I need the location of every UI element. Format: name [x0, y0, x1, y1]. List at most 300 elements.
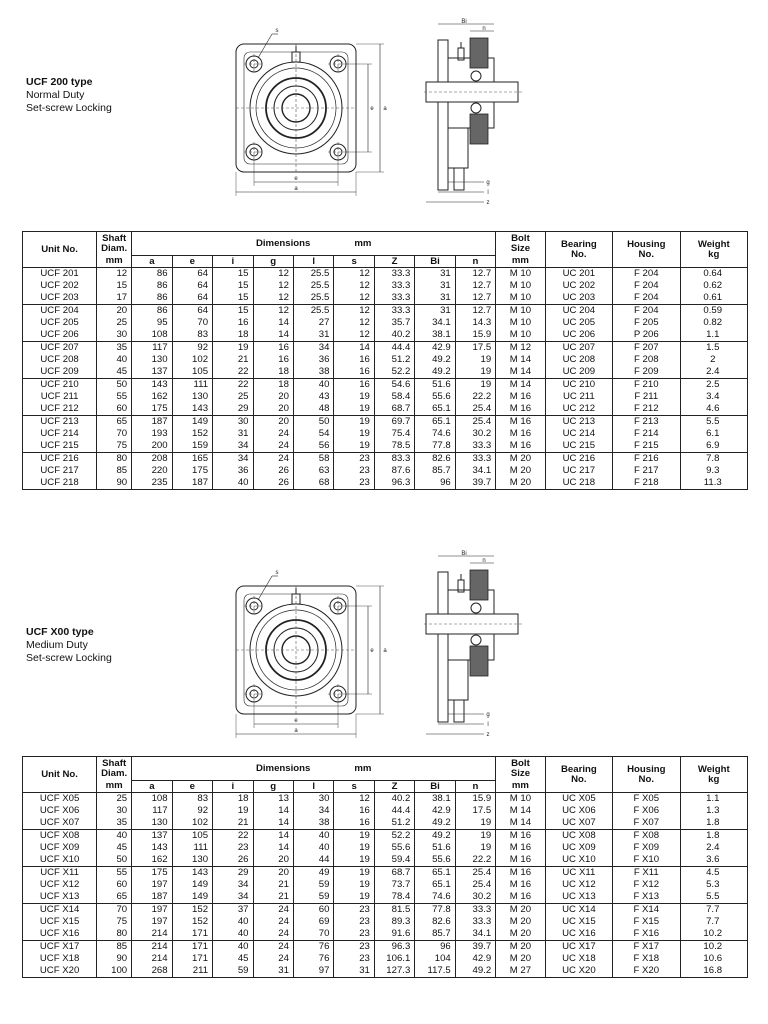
s-label: s [275, 28, 279, 34]
housing-section-top [470, 570, 488, 600]
dim-col-header: Z [374, 781, 414, 793]
table-cell: 14 [253, 329, 293, 342]
table-cell: 19 [334, 830, 374, 843]
table-cell: 1.5 [680, 342, 748, 355]
type-title: UCF 200 type [26, 76, 93, 88]
table-cell: 19 [334, 428, 374, 440]
table-cell: M 27 [496, 965, 545, 978]
table-cell: 42.9 [415, 805, 455, 817]
table-cell: M 14 [496, 379, 545, 392]
table-row [23, 342, 748, 355]
table-cell: 12 [253, 280, 293, 292]
table-cell: 2.4 [680, 366, 748, 379]
table-cell: 34.1 [415, 317, 455, 329]
table-cell: 214 [132, 953, 172, 965]
table-cell: 13 [253, 793, 293, 806]
table-cell: UCF 202 [23, 280, 97, 292]
table-cell: UCF 210 [23, 379, 97, 392]
table-cell: 63 [293, 465, 333, 477]
table-cell: 54 [293, 428, 333, 440]
table-cell: UCF 204 [23, 305, 97, 318]
table-cell: 51.6 [415, 842, 455, 854]
table-cell: 1.1 [680, 793, 748, 806]
table-cell: 49 [293, 867, 333, 880]
table-cell: 152 [172, 428, 212, 440]
table-cell: 33.3 [455, 916, 495, 928]
table-cell: 21 [253, 891, 293, 904]
table-row [23, 391, 748, 403]
table-row [23, 366, 748, 379]
dim-n-label: n [482, 26, 486, 32]
table-cell: M 10 [496, 280, 545, 292]
table-cell: 40 [97, 354, 132, 366]
table-cell: 31 [415, 268, 455, 281]
table-cell: 24 [253, 916, 293, 928]
table-cell: 0.82 [680, 317, 748, 329]
table-cell: 10.6 [680, 953, 748, 965]
table-cell: 208 [132, 453, 172, 466]
table-cell: 65.1 [415, 867, 455, 880]
table-cell: 70 [172, 317, 212, 329]
table-cell: 105 [172, 830, 212, 843]
table-cell: 6.1 [680, 428, 748, 440]
table-cell: 19 [213, 805, 253, 817]
table-cell: 59 [213, 965, 253, 978]
table-cell: 34 [213, 879, 253, 891]
table-cell: 95 [132, 317, 172, 329]
table-cell: 25 [213, 391, 253, 403]
table-cell: UC 203 [545, 292, 612, 305]
table-cell: 16.8 [680, 965, 748, 978]
table-cell: M 10 [496, 305, 545, 318]
table-cell: 12 [97, 268, 132, 281]
table-cell: 100 [97, 965, 132, 978]
table-cell: F X18 [613, 953, 680, 965]
col-bolt-size: Bolt Size [496, 232, 545, 256]
table-cell: F 209 [613, 366, 680, 379]
table-row [23, 465, 748, 477]
table-cell: 137 [132, 830, 172, 843]
table-cell: 211 [172, 965, 212, 978]
table-cell: 23 [334, 953, 374, 965]
table-cell: UC X18 [545, 953, 612, 965]
table-cell: 19 [455, 817, 495, 830]
table-cell: M 20 [496, 465, 545, 477]
dim-e-label: e [370, 106, 374, 112]
table-cell: 200 [132, 440, 172, 453]
table-cell: M 14 [496, 366, 545, 379]
table-cell: 214 [132, 941, 172, 954]
table-cell: 137 [132, 366, 172, 379]
table-cell: M 16 [496, 867, 545, 880]
bearing-ball [471, 71, 481, 81]
table-cell: 40.2 [374, 329, 414, 342]
table-cell: 40 [213, 477, 253, 490]
table-cell: 30.2 [455, 891, 495, 904]
table-cell: M 16 [496, 416, 545, 429]
table-cell: 25.4 [455, 416, 495, 429]
table-cell: UC X12 [545, 879, 612, 891]
table-cell: 25.4 [455, 879, 495, 891]
col-unit-no: Unit No. [23, 757, 97, 793]
table-cell: UCF 207 [23, 342, 97, 355]
table-cell: 1.8 [680, 830, 748, 843]
table-cell: UCF X09 [23, 842, 97, 854]
table-cell: M 10 [496, 329, 545, 342]
table-cell: F X08 [613, 830, 680, 843]
table-cell: 12 [334, 292, 374, 305]
table-cell: F X20 [613, 965, 680, 978]
table-cell: 30 [97, 805, 132, 817]
table-cell: UC X08 [545, 830, 612, 843]
table-cell: 65.1 [415, 416, 455, 429]
table-cell: 4.6 [680, 403, 748, 416]
table-cell: UC X10 [545, 854, 612, 867]
table-cell: UCF 211 [23, 391, 97, 403]
table-cell: 16 [334, 354, 374, 366]
table-cell: F 204 [613, 280, 680, 292]
table-cell: UC X16 [545, 928, 612, 941]
dim-col-header: g [253, 781, 293, 793]
table-cell: UCF 213 [23, 416, 97, 429]
front-view-drawing [228, 22, 398, 200]
dim-l-label: l [487, 722, 489, 728]
table-cell: 30.2 [455, 428, 495, 440]
table-row [23, 941, 748, 954]
s-label: s [275, 570, 279, 576]
table-cell: 1.1 [680, 329, 748, 342]
table-cell: UC 213 [545, 416, 612, 429]
table-cell: 34 [213, 453, 253, 466]
table-cell: 33.3 [455, 904, 495, 917]
table-cell: UCF 216 [23, 453, 97, 466]
table-cell: 12.7 [455, 280, 495, 292]
table-cell: 23 [334, 928, 374, 941]
table-cell: 14 [253, 817, 293, 830]
table-cell: 40 [213, 916, 253, 928]
table-cell: UCF 208 [23, 354, 97, 366]
table-cell: 48 [293, 403, 333, 416]
table-cell: UC X17 [545, 941, 612, 954]
table-row [23, 354, 748, 366]
table-cell: 59.4 [374, 854, 414, 867]
side-view-drawing [424, 18, 524, 208]
locking-label: Set-screw Locking [26, 652, 112, 664]
table-cell: 40 [213, 928, 253, 941]
table-cell: 117 [132, 342, 172, 355]
table-cell: M 16 [496, 891, 545, 904]
table-cell: UC 202 [545, 280, 612, 292]
table-cell: UC 215 [545, 440, 612, 453]
col-shaft-diam: Shaft Diam. [97, 232, 132, 256]
table-row [23, 379, 748, 392]
table-cell: 21 [253, 879, 293, 891]
table-cell: 91.6 [374, 928, 414, 941]
table-cell: 25.5 [293, 292, 333, 305]
table-cell: M 16 [496, 391, 545, 403]
table-cell: M 10 [496, 292, 545, 305]
table-cell: 43 [293, 391, 333, 403]
table-cell: 30 [97, 329, 132, 342]
table-cell: 78.4 [374, 891, 414, 904]
table-cell: 171 [172, 953, 212, 965]
table-cell: 85.7 [415, 928, 455, 941]
table-cell: 1.8 [680, 817, 748, 830]
table-cell: 23 [334, 477, 374, 490]
table-cell: 108 [132, 329, 172, 342]
dim-e-label: e [294, 718, 298, 724]
dim-col-header: i [213, 256, 253, 268]
table-row [23, 805, 748, 817]
col-housing-no: Housing No. [613, 757, 680, 793]
dim-col-header: g [253, 256, 293, 268]
table-cell: 7.7 [680, 904, 748, 917]
table-cell: UCF 209 [23, 366, 97, 379]
table-cell: UC 211 [545, 391, 612, 403]
dim-a-label: a [383, 648, 387, 654]
table-cell: UC X07 [545, 817, 612, 830]
table-cell: 171 [172, 928, 212, 941]
table-cell: 40 [293, 379, 333, 392]
table-cell: 25.5 [293, 305, 333, 318]
table-cell: 12 [334, 280, 374, 292]
table-cell: 143 [132, 842, 172, 854]
table-cell: UCF X06 [23, 805, 97, 817]
table-cell: UC 206 [545, 329, 612, 342]
table-cell: 49.2 [415, 830, 455, 843]
table-cell: F 213 [613, 416, 680, 429]
table-cell: 17.5 [455, 805, 495, 817]
table-cell: 75.4 [374, 428, 414, 440]
table-row [23, 965, 748, 978]
table-cell: 33.3 [374, 305, 414, 318]
dim-g-label: g [486, 712, 490, 718]
table-cell: 127.3 [374, 965, 414, 978]
table-cell: F 204 [613, 292, 680, 305]
ucf-200-dimension-table [22, 231, 748, 490]
housing-lower [448, 660, 468, 700]
duty-label: Normal Duty [26, 89, 85, 101]
table-cell: 86 [132, 292, 172, 305]
table-cell: 35.7 [374, 317, 414, 329]
table-cell: 12 [334, 793, 374, 806]
table-cell: F X06 [613, 805, 680, 817]
table-cell: 106.1 [374, 953, 414, 965]
table-cell: M 10 [496, 317, 545, 329]
table-cell: 36 [213, 465, 253, 477]
table-cell: 220 [132, 465, 172, 477]
table-cell: 69.7 [374, 416, 414, 429]
table-cell: UC X13 [545, 891, 612, 904]
dim-col-header: s [334, 781, 374, 793]
table-cell: 3.4 [680, 391, 748, 403]
table-cell: 70 [293, 928, 333, 941]
table-cell: F X05 [613, 793, 680, 806]
table-cell: 152 [172, 916, 212, 928]
table-cell: 15 [97, 280, 132, 292]
table-cell: UCF X05 [23, 793, 97, 806]
table-cell: UC 218 [545, 477, 612, 490]
table-cell: 52.2 [374, 830, 414, 843]
table-cell: 31 [334, 965, 374, 978]
table-cell: M 14 [496, 817, 545, 830]
table-row [23, 928, 748, 941]
dim-col-header: a [132, 256, 172, 268]
dim-col-header: a [132, 781, 172, 793]
table-cell: UC X06 [545, 805, 612, 817]
table-row [23, 305, 748, 318]
table-cell: 111 [172, 379, 212, 392]
front-view-drawing [228, 564, 398, 742]
ucf-x00-section [0, 540, 768, 1024]
table-cell: UC X20 [545, 965, 612, 978]
table-cell: F X09 [613, 842, 680, 854]
table-cell: 39.7 [455, 941, 495, 954]
table-cell: F 204 [613, 305, 680, 318]
col-bearing-no: Bearing No. [545, 232, 612, 268]
table-cell: 268 [132, 965, 172, 978]
table-cell: UCF X10 [23, 854, 97, 867]
dim-col-header: s [334, 256, 374, 268]
table-cell: M 16 [496, 879, 545, 891]
table-cell: 37 [213, 904, 253, 917]
dim-a-label: a [294, 728, 298, 734]
table-cell: P 206 [613, 329, 680, 342]
table-cell: 97 [293, 965, 333, 978]
table-cell: 64 [172, 305, 212, 318]
table-row [23, 453, 748, 466]
table-cell: 96 [415, 477, 455, 490]
table-cell: 38 [293, 817, 333, 830]
table-row [23, 867, 748, 880]
table-cell: 24 [253, 928, 293, 941]
table-cell: 31 [415, 280, 455, 292]
table-cell: 49.2 [415, 817, 455, 830]
table-cell: UCF X15 [23, 916, 97, 928]
table-cell: 29 [213, 403, 253, 416]
table-cell: UCF X17 [23, 941, 97, 954]
table-cell: 149 [172, 891, 212, 904]
table-cell: 49.2 [415, 354, 455, 366]
table-row [23, 854, 748, 867]
table-cell: 58.4 [374, 391, 414, 403]
table-cell: 6.9 [680, 440, 748, 453]
table-cell: 149 [172, 879, 212, 891]
table-cell: 19 [334, 842, 374, 854]
table-cell: 24 [253, 453, 293, 466]
table-cell: 15.9 [455, 329, 495, 342]
table-cell: 20 [253, 416, 293, 429]
table-cell: 50 [293, 416, 333, 429]
table-cell: 55 [97, 867, 132, 880]
ucf-x00-type-description [26, 626, 112, 665]
bearing-ball [471, 103, 481, 113]
table-cell: UC X09 [545, 842, 612, 854]
col-bearing-no: Bearing No. [545, 757, 612, 793]
table-cell: F 217 [613, 465, 680, 477]
table-cell: 78.5 [374, 440, 414, 453]
table-cell: 31 [253, 965, 293, 978]
table-cell: 0.64 [680, 268, 748, 281]
table-cell: 51.2 [374, 354, 414, 366]
table-cell: UC 207 [545, 342, 612, 355]
table-cell: 25 [97, 317, 132, 329]
table-cell: M 20 [496, 453, 545, 466]
table-cell: 130 [172, 854, 212, 867]
table-cell: 130 [132, 817, 172, 830]
housing-section-top [470, 38, 488, 68]
table-cell: UC 214 [545, 428, 612, 440]
s-leader [258, 576, 272, 600]
table-cell: F 207 [613, 342, 680, 355]
table-cell: 24 [253, 440, 293, 453]
table-cell: 14.3 [455, 317, 495, 329]
dim-col-header: n [455, 256, 495, 268]
shaft-unit: mm [97, 781, 132, 793]
table-cell: 82.6 [415, 916, 455, 928]
table-cell: 74.6 [415, 428, 455, 440]
table-row [23, 916, 748, 928]
table-cell: 96.3 [374, 477, 414, 490]
table-cell: 21 [213, 817, 253, 830]
table-cell: M 16 [496, 403, 545, 416]
table-cell: 19 [455, 842, 495, 854]
table-cell: 15 [213, 268, 253, 281]
table-cell: 85.7 [415, 465, 455, 477]
table-cell: 60 [97, 879, 132, 891]
table-cell: 193 [132, 428, 172, 440]
dim-a-label: a [383, 106, 387, 112]
table-cell: 5.5 [680, 416, 748, 429]
table-cell: 40 [293, 842, 333, 854]
table-cell: 16 [253, 342, 293, 355]
table-cell: 12.7 [455, 305, 495, 318]
table-cell: 86 [132, 268, 172, 281]
table-cell: 34 [293, 342, 333, 355]
table-cell: M 20 [496, 904, 545, 917]
table-cell: F 212 [613, 403, 680, 416]
table-cell: UCF 201 [23, 268, 97, 281]
table-cell: 89.3 [374, 916, 414, 928]
table-cell: 81.5 [374, 904, 414, 917]
table-cell: 90 [97, 953, 132, 965]
dim-col-header: e [172, 781, 212, 793]
table-cell: 23 [334, 941, 374, 954]
table-cell: 143 [172, 403, 212, 416]
table-cell: 52.2 [374, 366, 414, 379]
table-cell: 2.4 [680, 842, 748, 854]
table-cell: UC 204 [545, 305, 612, 318]
housing-section-bottom [470, 114, 488, 144]
table-cell: 16 [334, 366, 374, 379]
table-cell: 83.3 [374, 453, 414, 466]
table-cell: 33.3 [374, 268, 414, 281]
table-cell: 73.7 [374, 879, 414, 891]
table-cell: 20 [253, 403, 293, 416]
table-cell: F 211 [613, 391, 680, 403]
flange-plate [438, 40, 448, 190]
table-cell: 40.2 [374, 793, 414, 806]
table-cell: 64 [172, 292, 212, 305]
table-cell: 19 [334, 391, 374, 403]
table-cell: 1.3 [680, 805, 748, 817]
table-cell: UC 208 [545, 354, 612, 366]
dim-col-header: l [293, 256, 333, 268]
table-cell: 54.6 [374, 379, 414, 392]
table-cell: 5.3 [680, 879, 748, 891]
table-row [23, 292, 748, 305]
table-cell: 7.7 [680, 916, 748, 928]
